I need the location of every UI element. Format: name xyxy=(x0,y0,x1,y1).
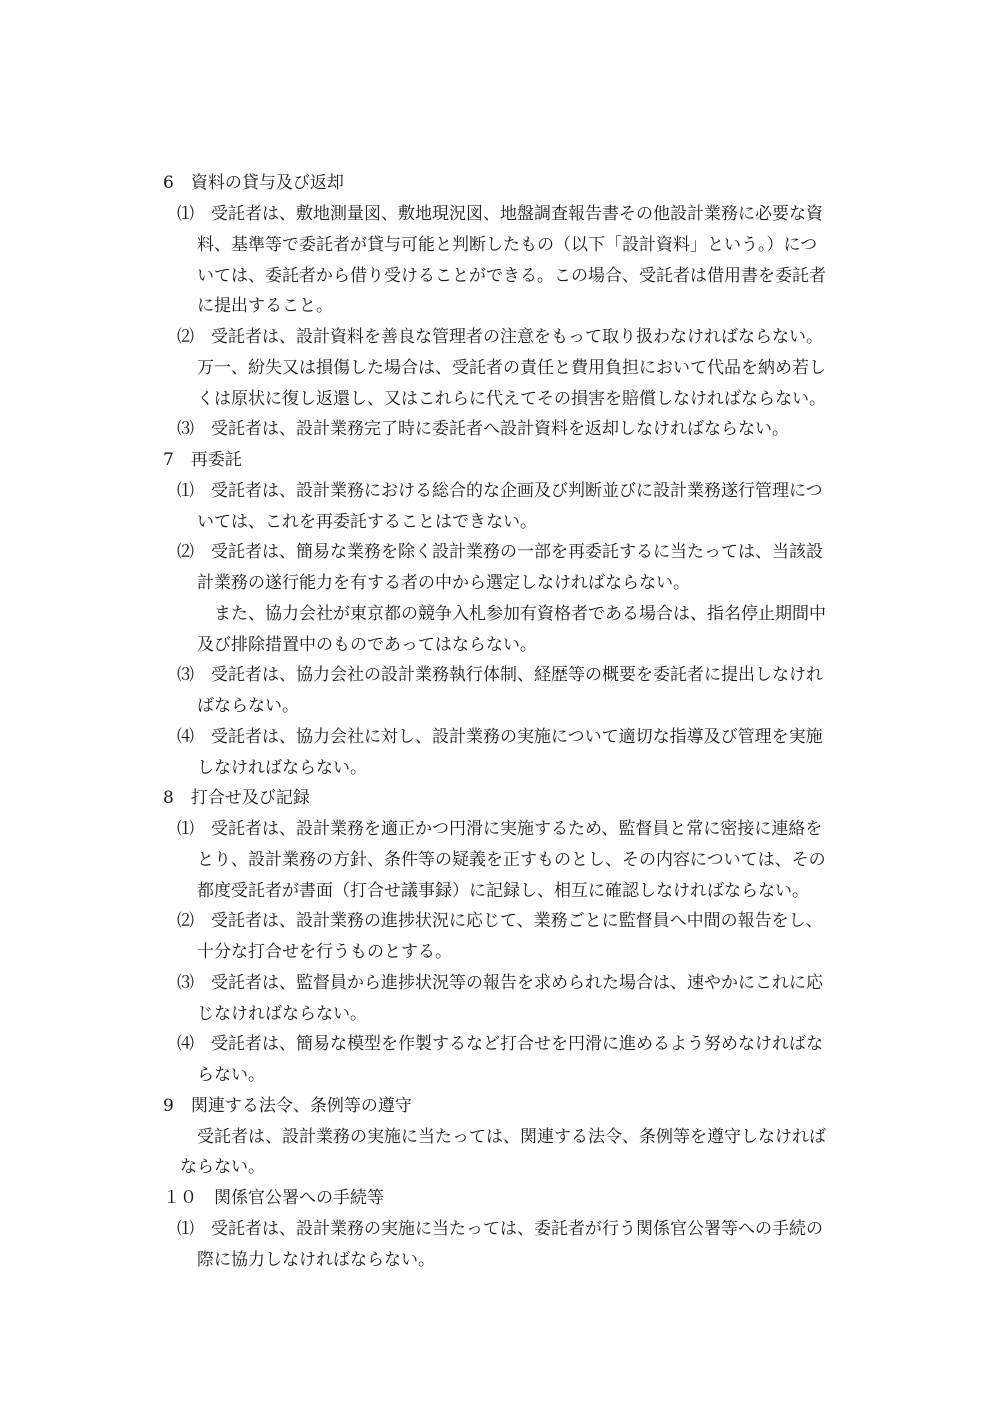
paragraph-line: らない。 xyxy=(197,1065,265,1085)
paragraph-line: ⑶ 受託者は、協力会社の設計業務執行体制、経歴等の概要を委託者に提出しなけれ xyxy=(177,665,823,685)
paragraph-line: 際に協力しなければならない。 xyxy=(197,1250,435,1270)
paragraph-line: しなければならない。 xyxy=(197,758,367,778)
paragraph-line: いては、委託者から借り受けることができる。この場合、受託者は借用書を委託者 xyxy=(197,266,826,286)
paragraph-line: ⑶ 受託者は、設計業務完了時に委託者へ設計資料を返却しなければならない。 xyxy=(177,419,789,439)
paragraph-line: ⑴ 受託者は、設計業務の実施に当たっては、委託者が行う関係官公署等への手続の xyxy=(177,1219,823,1239)
paragraph-line: ⑴ 受託者は、敷地測量図、敷地現況図、地盤調査報告書その他設計業務に必要な資 xyxy=(177,204,823,224)
paragraph-line: 都度受託者が書面（打合せ議事録）に記録し、相互に確認しなければならない。 xyxy=(197,881,809,901)
paragraph-line: ばならない。 xyxy=(197,696,299,716)
paragraph-line: とり、設計業務の方針、条件等の疑義を正すものとし、その内容については、その xyxy=(197,850,826,870)
paragraph-line: いては、これを再委託することはできない。 xyxy=(197,512,537,532)
section-heading-10: １０ 関係官公署への手続等 xyxy=(163,1188,384,1208)
paragraph-line: 万一、紛失又は損傷した場合は、受託者の責任と費用負担において代品を納め若し xyxy=(197,358,826,378)
paragraph-line: ⑵ 受託者は、簡易な業務を除く設計業務の一部を再委託するに当たっては、当該設 xyxy=(177,542,823,562)
section-heading-9: 9 関連する法令、条例等の遵守 xyxy=(163,1096,412,1116)
paragraph-line: じなければならない。 xyxy=(197,1004,367,1024)
section-heading-6: 6 資料の貸与及び返却 xyxy=(163,173,344,193)
paragraph-line: 十分な打合せを行うものとする。 xyxy=(197,942,452,962)
paragraph-line: ⑶ 受託者は、監督員から進捗状況等の報告を求められた場合は、速やかにこれに応 xyxy=(177,973,823,993)
paragraph-line: ⑷ 受託者は、簡易な模型を作製するなど打合せを円滑に進めるよう努めなければな xyxy=(177,1034,823,1054)
paragraph-line: ⑷ 受託者は、協力会社に対し、設計業務の実施について適切な指導及び管理を実施 xyxy=(177,727,823,747)
paragraph-line: 料、基準等で委託者が貸与可能と判断したもの（以下「設計資料」という。）につ xyxy=(197,235,818,255)
section-heading-8: 8 打合せ及び記録 xyxy=(163,788,310,808)
paragraph-line: 計業務の遂行能力を有する者の中から選定しなければならない。 xyxy=(197,573,690,593)
paragraph-line: ならない。 xyxy=(180,1157,265,1177)
paragraph-line: 受託者は、設計業務の実施に当たっては、関連する法令、条例等を遵守しなければ xyxy=(197,1127,826,1147)
paragraph-line: また、協力会社が東京都の競争入札参加有資格者である場合は、指名停止期間中 xyxy=(197,604,826,624)
paragraph-line: ⑴ 受託者は、設計業務における総合的な企画及び判断並びに設計業務遂行管理につ xyxy=(177,481,823,501)
paragraph-line: ⑴ 受託者は、設計業務を適正かつ円滑に実施するため、監督員と常に密接に連絡を xyxy=(177,819,823,839)
paragraph-line: に提出すること。 xyxy=(197,296,333,316)
section-heading-7: 7 再委託 xyxy=(163,450,242,470)
paragraph-line: ⑵ 受託者は、設計資料を善良な管理者の注意をもって取り扱わなければならない。 xyxy=(177,327,823,347)
paragraph-line: ⑵ 受託者は、設計業務の進捗状況に応じて、業務ごとに監督員へ中間の報告をし、 xyxy=(177,911,823,931)
paragraph-line: 及び排除措置中のものであってはならない。 xyxy=(197,635,537,655)
paragraph-line: くは原状に復し返還し、又はこれらに代えてその損害を賠償しなければならない。 xyxy=(197,389,826,409)
